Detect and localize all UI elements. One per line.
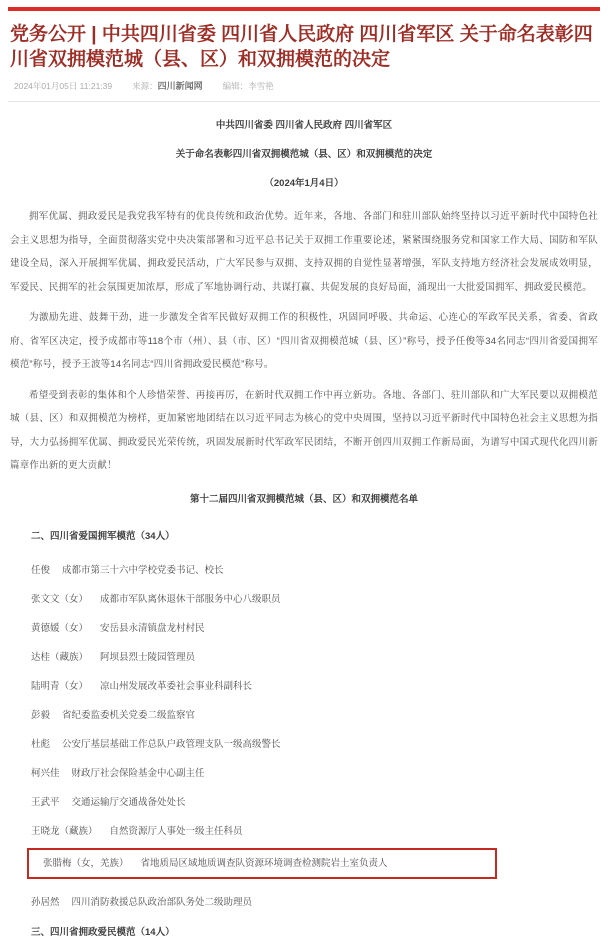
honoree-name: 杜彪: [31, 738, 51, 750]
honoree-name: 柯兴佳: [31, 767, 60, 779]
honoree-desc: 阿坝县烈士陵园管理员: [100, 651, 196, 663]
list-item: [10, 594, 598, 605]
paragraph: 希望受到表彰的集体和个人珍惜荣誉、再接再厉，在新时代双拥工作中再立新功。各地、各部门、驻川部队和广大军民要以双拥模范城（县、区）和双拥模范为榜样，更加紧密地团结在以习近平同志为核心的党中央周围，坚持以习近平新时代中国特色社会主义思想为指导，大力弘扬拥军优属、拥政爱民光荣传统，巩固发展新时代军政军民团结，不断开创四川双拥工作新局面，为谱写中国式现代化四川新篇章作出新的更大贡献！: [10, 389, 598, 471]
list-item: [10, 565, 598, 576]
list-item: [10, 797, 598, 808]
list-item: [10, 768, 598, 779]
page-title: 党务公开 | 中共四川省委 四川省人民政府 四川省军区 关于命名表彰四川省双拥模范城（县、区）和双拥模范的决定: [10, 24, 593, 70]
honoree-desc: 公安厅基层基础工作总队户政管理支队一级高级警长: [62, 738, 281, 750]
editor: [223, 80, 274, 92]
honoree-name: 王晓龙（藏族）: [31, 825, 98, 837]
source-label: 来源：: [132, 81, 158, 91]
list-item: [10, 897, 598, 908]
source: [132, 79, 203, 92]
honoree-desc: 凉山州发展改革委社会事业科副科长: [100, 680, 253, 692]
editor-name: 李雪艳: [248, 80, 274, 91]
list-item-highlighted: [39, 858, 495, 869]
honoree-name: 任俊: [31, 564, 51, 576]
doc-date: （2024年1月4日）: [264, 178, 344, 189]
honoree-desc: 省地质局区域地质调查队资源环境调查检测院岩土室负责人: [140, 857, 388, 869]
honoree-name: 达桂（藏族）: [31, 651, 89, 663]
honoree-desc: 安岳县永清镇盘龙村村民: [100, 622, 205, 634]
honoree-desc: 自然资源厅人事处一级主任科员: [109, 825, 243, 837]
highlight-box: [27, 848, 497, 879]
honoree-desc: 四川消防救援总队政治部队务处二级助理员: [71, 896, 253, 908]
honoree-name: 孙居然: [31, 896, 60, 908]
list-title: 第十二届四川省双拥模范城（县、区）和双拥模范名单: [189, 493, 418, 505]
honoree-desc: 省纪委监委机关党委二级监察官: [62, 709, 196, 721]
honoree-name: 彭毅: [31, 709, 51, 721]
honoree-name: 王武平: [31, 796, 60, 808]
paragraph: 为激励先进、鼓舞干劲，进一步激发全省军民做好双拥工作的积极性，巩固同呼吸、共命运、心连心的军政军民关系，省委、省政府、省军区决定，授予成都市等118个市（州）、县（市、区）“四川省双拥模范城（县、区）”称号，授予任俊等34名同志“四川省爱国拥军模范”称号，授予王波等14名同志“四川省拥政爱民模范”称号。: [10, 312, 598, 370]
honoree-name: 张文文（女）: [31, 593, 89, 605]
section-heading-3: 三、四川省拥政爱民模范（14人）: [31, 926, 175, 938]
meta-line: [8, 79, 600, 101]
honoree-desc: 交通运输厅交通战备处处长: [71, 796, 186, 808]
article-header: [8, 22, 600, 102]
honoree-desc: 成都市第三十六中学校党委书记、校长: [62, 564, 224, 576]
accent-bar: [8, 7, 600, 11]
honoree-desc: 财政厅社会保险基金中心副主任: [71, 767, 205, 779]
honoree-name: 黄德媛（女）: [31, 622, 89, 634]
doc-org-line: 中共四川省委 四川省人民政府 四川省军区: [215, 120, 393, 131]
editor-label: 编辑：: [222, 80, 249, 91]
doc-title: 关于命名表彰四川省双拥模范城（县、区）和双拥模范的决定: [175, 149, 433, 160]
list-item: [10, 710, 598, 721]
paragraph: 拥军优属、拥政爱民是我党我军特有的优良传统和政治优势。近年来，各地、各部门和驻川部队始终坚持以习近平新时代中国特色社会主义思想为指导，全面贯彻落实党中央决策部署和习近平总书记关于双拥工作重要论述，紧紧围绕服务党和国家工作大局、国防和军队建设全局，深入开展拥军优属、拥政爱民活动，广大军民参与双拥、支持双拥的自觉性显著增强，军队支持地方经济社会发展成效明显，军爱民、民拥军的社会氛围更加浓厚，形成了军地协调行动、共谋打赢、共促发展的良好局面，涌现出一大批爱国拥军、拥政爱民模范。: [10, 211, 598, 293]
list-item: [10, 652, 598, 663]
list-item: [10, 623, 598, 634]
honoree-name: 陆明青（女）: [31, 680, 89, 692]
honoree-desc: 成都市军队离休退休干部服务中心八级职员: [100, 593, 281, 605]
article-body: [0, 120, 608, 938]
list-item: [10, 681, 598, 692]
honoree-name: 张腊梅（女，羌族）: [43, 857, 129, 869]
list-item: [10, 739, 598, 750]
section-heading-2: 二、四川省爱国拥军模范（34人）: [31, 530, 175, 542]
source-name: 四川新闻网: [157, 81, 203, 91]
list-item: [10, 826, 598, 837]
publish-datetime: 2024年01月05日 11:21:39: [14, 80, 113, 91]
